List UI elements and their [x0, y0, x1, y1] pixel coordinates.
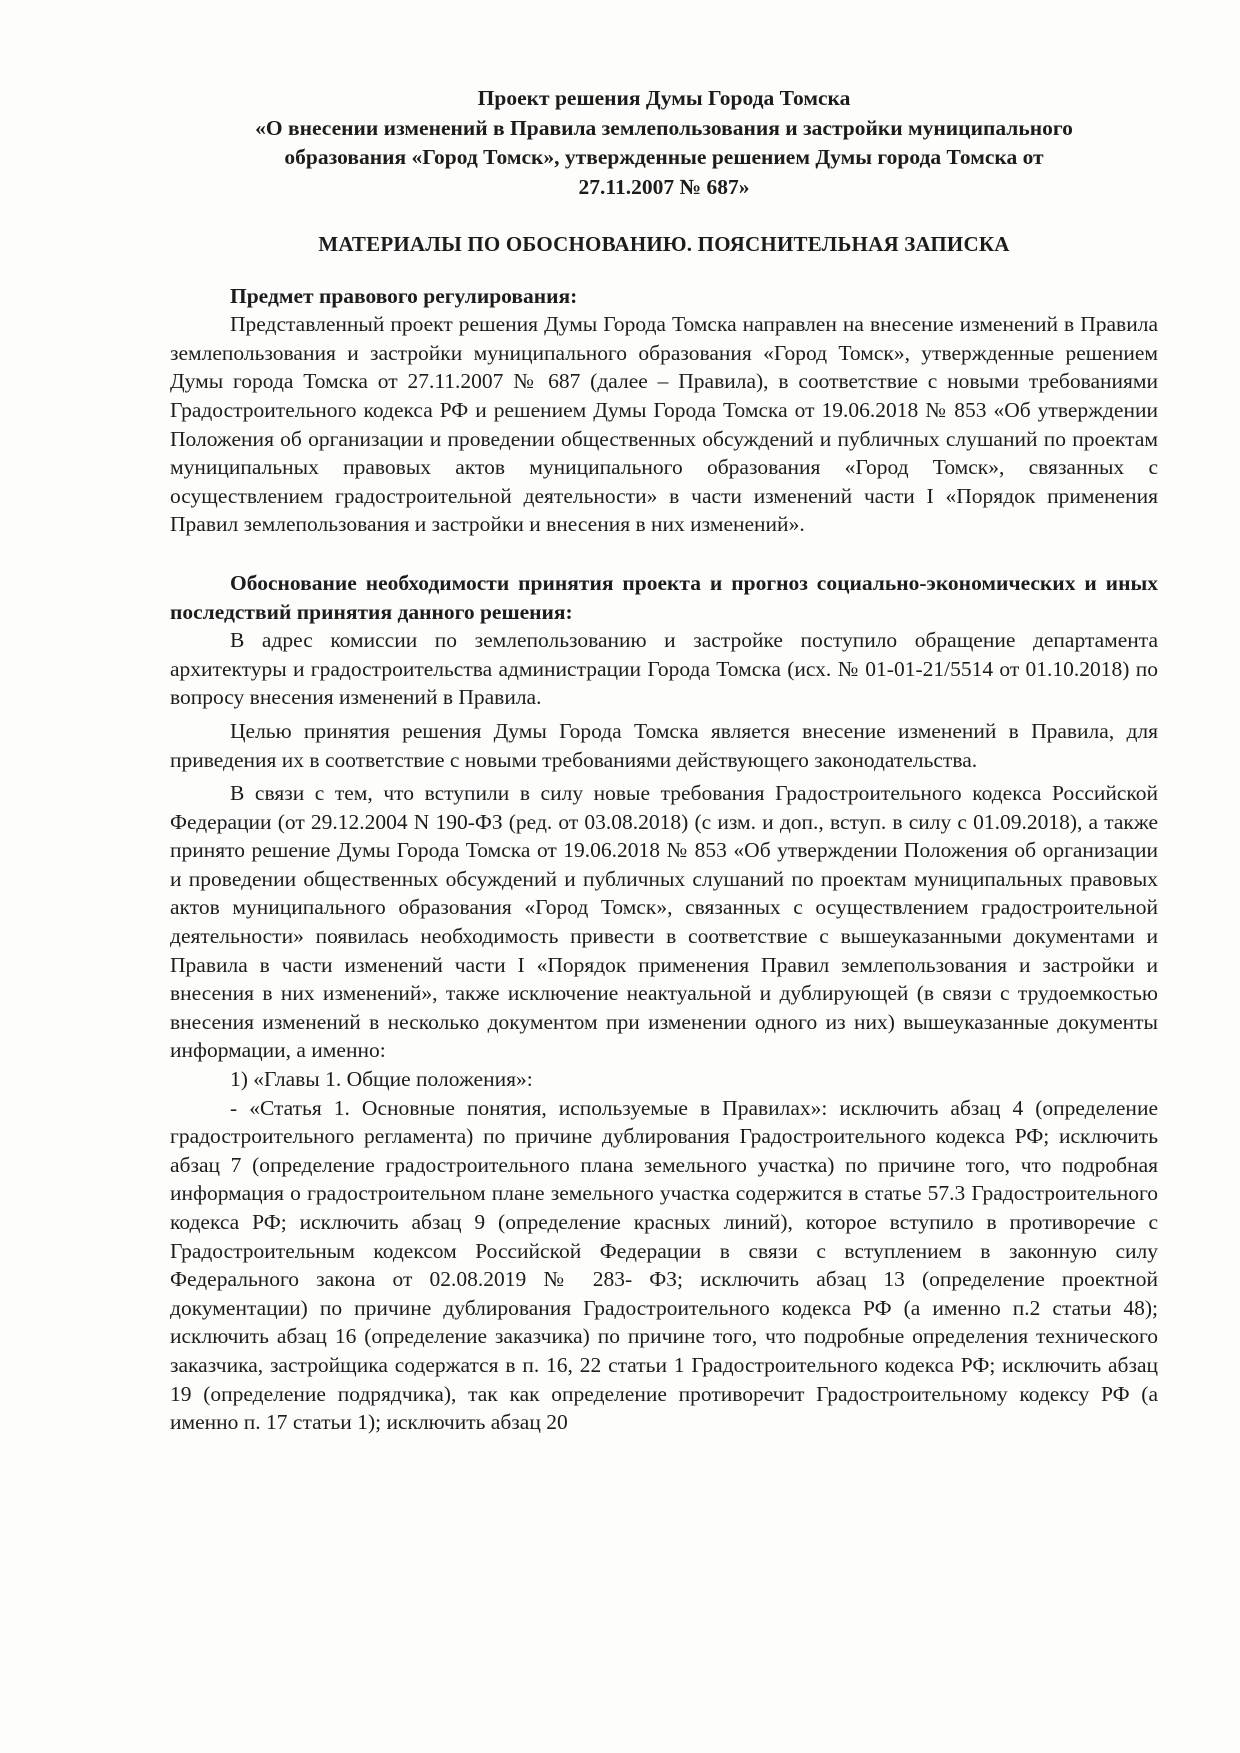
justification-paragraph-3: В связи с тем, что вступили в силу новые требования Градостроительного кодекса Российской Федерации (от 29.12.2004 N 190-ФЗ (ред. от 03.08.2018) (с изм. и доп., вступ. в силу с 01.09.2018), а также принято решение Думы Города Томска от 19.06.2018 № 853 «Об утверждении Положения об организации и проведении общественных обсуждений и публичных слушаний по проектам муниципальных правовых актов муниципального образования «Город Томск», связанных с осуществлением градостроительной деятельности» появилась необходимость привести в соответствие с вышеуказанными документами и Правила в части изменений части I «Порядок применения Правил землепользования и застройки и внесения в них изменений», также исключение неактуальной и дублирующей (в связи с трудоемкостью внесения изменений в несколько документом при изменении одного из них) вышеуказанные документы информации, а именно: — [170, 781, 1158, 1063]
header-line-1: Проект решения Думы Города Томска — [477, 86, 851, 110]
section-title: МАТЕРИАЛЫ ПО ОБОСНОВАНИЮ. ПОЯСНИТЕЛЬНАЯ ЗАПИСКА — [318, 232, 1010, 256]
document-body — [170, 84, 1158, 1437]
header-line-3: образования «Город Томск», утвержденные решением Думы города Томска от — [284, 145, 1044, 169]
list-item-chapter-1: 1) «Главы 1. Общие положения»: — [230, 1067, 533, 1092]
justification-paragraph-2: Целью принятия решения Думы Города Томска является внесение изменений в Правила, для приведения их в соответствие с новыми требованиями действующего законодательства. — [170, 718, 1158, 772]
header-line-2: «О внесении изменений в Правила землепользования и застройки муниципального — [255, 115, 1073, 140]
list-item-article-1-detail: - «Статья 1. Основные понятия, используемые в Правилах»: исключить абзац 4 (определение градостроительного регламента) по причине дублирования Градостроительного кодекса РФ; исключить абзац 7 (определение градостроительного плана земельного участка) по причине того, что подробная информация о градостроительном плане земельного участка содержится в статье 57.3 Градостроительного кодекса РФ; исключить абзац 9 (определение красных линий), которое вступило в противоречие с Градостроительным кодексом Российской Федерации в связи с вступлением в законную силу Федерального закона от 02.08.2019 № 283- ФЗ; исключить абзац 13 (определение проектной документации) по причине дублирования Градостроительного кодекса РФ (а именно п.2 статьи 48); исключить абзац 16 (определение заказчика) по причине того, что подробные определения технического заказчика, застройщика содержатся в п. 16, 22 статьи 1 Градостроительного кодекса РФ; исключить абзац 19 (определение подрядчика), так как определение противоречит Градостроительному кодексу РФ (а именно п. 17 статьи 1); исключить абзац 20 — [170, 1095, 1158, 1435]
header-line-4: 27.11.2007 № 687» — [578, 174, 750, 199]
document-header — [170, 84, 1158, 202]
subject-heading: Предмет правового регулирования: — [230, 283, 578, 308]
justification-heading: Обоснование необходимости принятия проекта и прогноз социально-экономических и иных последствий принятия данного решения: — [170, 570, 1158, 624]
subject-paragraph: Представленный проект решения Думы Города Томска направлен на внесение изменений в Правила землепользования и застройки муниципального образования «Город Томск», утвержденные решением Думы города Томска от 27.11.2007 № 687 (далее – Правила), в соответствие с новыми требованиями Градостроительного кодекса РФ и решением Думы Города Томска от 19.06.2018 № 853 «Об утверждении Положения об организации и проведении общественных обсуждений и публичных слушаний по проектам муниципальных правовых актов муниципального образования «Город Томск», связанных с осуществлением градостроительной деятельности» в части изменений части I «Порядок применения Правил землепользования и застройки и внесения в них изменений». — [170, 312, 1158, 537]
justification-paragraph-1: В адрес комиссии по землепользованию и застройке поступило обращение департамента архитектуры и градостроительства администрации Города Томска (исх. № 01-01-21/5514 от 01.10.2018) по вопросу внесения изменений в Правила. — [170, 628, 1158, 710]
